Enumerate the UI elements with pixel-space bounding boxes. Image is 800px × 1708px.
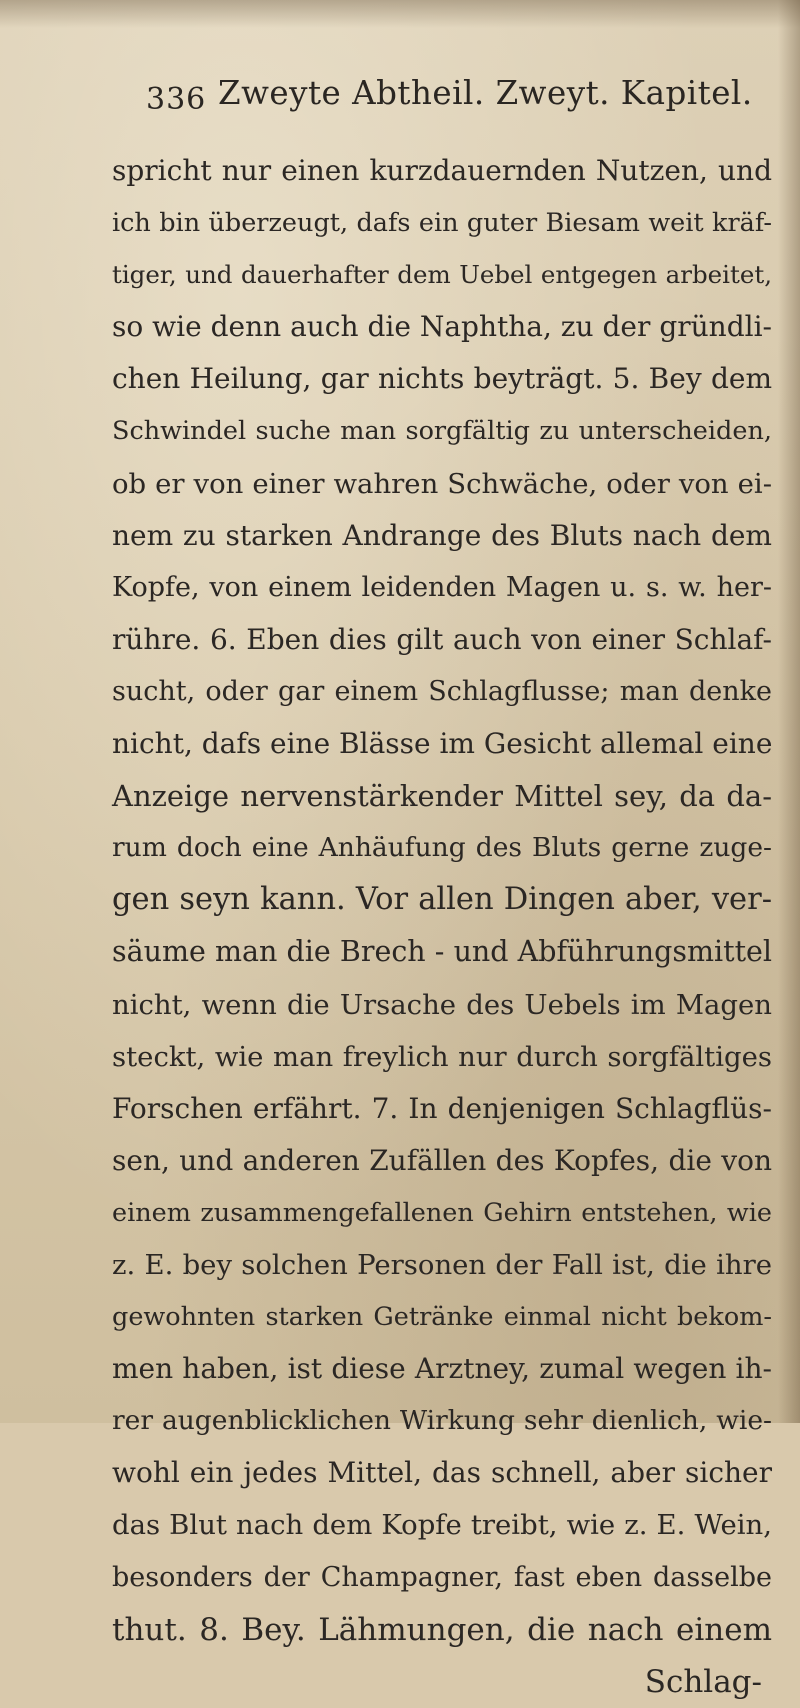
text-line: ich bin überzeugt, dafs ein guter Biesam weit kräf-	[112, 208, 772, 239]
text-line: nicht, wenn die Ursache des Uebels im Magen	[112, 988, 772, 1021]
text-line: einem zusammengefallenen Gehirn entstehen, wie	[112, 1197, 772, 1228]
text-line: ob er von einer wahren Schwäche, oder von ei-	[112, 467, 772, 500]
text-line: chen Heilung, gar nichts beyträgt. 5. Bey dem	[112, 362, 772, 396]
text-line: gewohnten starken Getränke einmal nicht bekom-	[112, 1302, 772, 1333]
text-line: gen seyn kann. Vor allen Dingen aber, ver-	[112, 882, 772, 918]
text-line: rum doch eine Anhäufung des Bluts gerne zuge-	[112, 832, 772, 864]
text-line: thut. 8. Bey. Lähmungen, die nach einem	[112, 1611, 772, 1648]
running-head: Zweyte Abtheil. Zweyt. Kapitel.	[218, 74, 753, 112]
text-line: tiger, und dauerhafter dem Uebel entgegen arbeitet,	[112, 260, 772, 290]
text-line: z. E. bey solchen Personen der Fall ist, die ihre	[112, 1248, 772, 1281]
text-line: Anzeige nervenstärkender Mittel sey, da da-	[112, 779, 772, 814]
text-line: rer augenblicklichen Wirkung sehr dienlich, wie-	[112, 1405, 772, 1437]
text-line: sucht, oder gar einem Schlagflusse; man denke	[112, 675, 772, 707]
text-line: das Blut nach dem Kopfe treibt, wie z. E. Wein,	[112, 1509, 772, 1542]
page-header	[118, 70, 758, 130]
text-line: sen, und anderen Zufällen des Kopfes, die von	[112, 1143, 772, 1177]
text-line: Kopfe, von einem leidenden Magen u. s. w. her-	[112, 571, 772, 603]
body-text	[112, 145, 772, 1708]
text-line: men haben, ist diese Arztney, zumal wegen ih-	[112, 1352, 772, 1386]
text-line: rühre. 6. Eben dies gilt auch von einer Schlaf-	[112, 622, 772, 656]
text-line: so wie denn auch die Naphtha, zu der gründli-	[112, 310, 772, 344]
catchword: Schlag-	[644, 1663, 762, 1700]
text-line: Forschen erfährt. 7. In denjenigen Schlagflüs-	[112, 1091, 772, 1125]
text-line: steckt, wie man freylich nur durch sorgfältiges	[112, 1040, 772, 1073]
text-line: nem zu starken Andrange des Bluts nach dem	[112, 518, 772, 552]
text-line: säume man die Brech - und Abführungsmittel	[112, 935, 772, 969]
page-top-shadow	[0, 0, 800, 28]
text-line: besonders der Champagner, fast eben dasselbe	[112, 1561, 772, 1593]
text-line: Schwindel suche man sorgfältig zu unterscheiden,	[112, 416, 772, 447]
page-number: 336	[146, 82, 207, 117]
text-line: nicht, dafs eine Blässe im Gesicht allemal eine	[112, 727, 773, 761]
page-edge-shadow	[778, 0, 800, 1423]
text-line: spricht nur einen kurzdauernden Nutzen, und	[112, 154, 772, 187]
text-line: wohl ein jedes Mittel, das schnell, aber sicher	[112, 1456, 772, 1490]
